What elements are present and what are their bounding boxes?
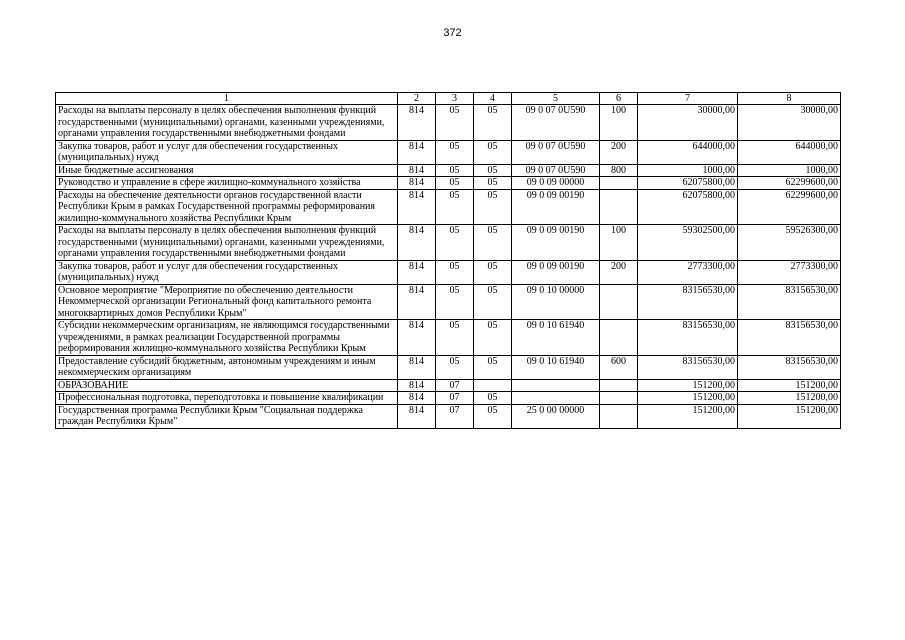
row-vr-code xyxy=(600,404,638,428)
row-name: Закупка товаров, работ и услуг для обеспечения государственных (муниципальных) нужд xyxy=(56,260,398,284)
row-pr-code: 05 xyxy=(474,404,512,428)
row-vr-code: 100 xyxy=(600,105,638,141)
col-header-8: 8 xyxy=(738,93,841,105)
row-sum-2016: 151200,00 xyxy=(638,392,738,405)
row-csr-code: 09 0 09 00190 xyxy=(512,260,600,284)
row-pr-code: 05 xyxy=(474,284,512,320)
col-header-7: 7 xyxy=(638,93,738,105)
row-pr-code: 05 xyxy=(474,260,512,284)
col-header-2: 2 xyxy=(398,93,436,105)
col-header-3: 3 xyxy=(436,93,474,105)
row-pr-code: 05 xyxy=(474,164,512,177)
table-row xyxy=(56,320,841,356)
row-name: Руководство и управление в сфере жилищно-коммунального хозяйства xyxy=(56,177,398,190)
row-rz-code: 05 xyxy=(436,105,474,141)
row-sum-2016: 1000,00 xyxy=(638,164,738,177)
col-header-5: 5 xyxy=(512,93,600,105)
row-sum-2016: 83156530,00 xyxy=(638,320,738,356)
row-gr-code: 814 xyxy=(398,177,436,190)
row-vr-code xyxy=(600,379,638,392)
table-row xyxy=(56,404,841,428)
row-sum-2016: 151200,00 xyxy=(638,404,738,428)
table-row xyxy=(56,140,841,164)
row-rz-code: 05 xyxy=(436,260,474,284)
table-row xyxy=(56,164,841,177)
row-rz-code: 05 xyxy=(436,320,474,356)
row-pr-code: 05 xyxy=(474,177,512,190)
row-sum-2017: 62299600,00 xyxy=(738,177,841,190)
row-name: Расходы на выплаты персоналу в целях обеспечения выполнения функций государственными (муниципальными) органами, казенными учреждениями, органами управления государственными внебюджетными фондами xyxy=(56,105,398,141)
row-csr-code: 09 0 07 0U590 xyxy=(512,105,600,141)
col-header-1: 1 xyxy=(56,93,398,105)
row-rz-code: 05 xyxy=(436,164,474,177)
row-pr-code: 05 xyxy=(474,225,512,261)
row-gr-code: 814 xyxy=(398,392,436,405)
row-name: Иные бюджетные ассигнования xyxy=(56,164,398,177)
row-pr-code: 05 xyxy=(474,355,512,379)
col-header-6: 6 xyxy=(600,93,638,105)
row-sum-2017: 83156530,00 xyxy=(738,355,841,379)
row-rz-code: 05 xyxy=(436,225,474,261)
row-gr-code: 814 xyxy=(398,320,436,356)
row-csr-code: 09 0 09 00190 xyxy=(512,189,600,225)
row-sum-2016: 83156530,00 xyxy=(638,355,738,379)
row-vr-code: 100 xyxy=(600,225,638,261)
table-row xyxy=(56,355,841,379)
row-name: Государственная программа Республики Крым "Социальная поддержка граждан Республики Крым" xyxy=(56,404,398,428)
row-csr-code: 09 0 07 0U590 xyxy=(512,164,600,177)
row-name: Субсидии некоммерческим организациям, не являющимся государственными учреждениями, в рамках реализации Государственной программы реформирования жилищно-коммунального хозяйства Республики Крым xyxy=(56,320,398,356)
row-pr-code xyxy=(474,379,512,392)
table-row xyxy=(56,177,841,190)
row-sum-2016: 83156530,00 xyxy=(638,284,738,320)
row-sum-2017: 59526300,00 xyxy=(738,225,841,261)
row-rz-code: 05 xyxy=(436,140,474,164)
row-sum-2016: 62075800,00 xyxy=(638,189,738,225)
row-name: Расходы на выплаты персоналу в целях обеспечения выполнения функций государственными (муниципальными) органами, казенными учреждениями, органами управления государственными внебюджетными фондами xyxy=(56,225,398,261)
table-row xyxy=(56,225,841,261)
row-csr-code: 09 0 10 61940 xyxy=(512,355,600,379)
row-sum-2017: 151200,00 xyxy=(738,404,841,428)
row-pr-code: 05 xyxy=(474,140,512,164)
row-vr-code: 800 xyxy=(600,164,638,177)
row-rz-code: 05 xyxy=(436,189,474,225)
table-row xyxy=(56,379,841,392)
row-gr-code: 814 xyxy=(398,225,436,261)
row-sum-2017: 83156530,00 xyxy=(738,284,841,320)
row-vr-code xyxy=(600,189,638,225)
row-name: Закупка товаров, работ и услуг для обеспечения государственных (муниципальных) нужд xyxy=(56,140,398,164)
row-gr-code: 814 xyxy=(398,164,436,177)
row-vr-code xyxy=(600,320,638,356)
row-sum-2017: 30000,00 xyxy=(738,105,841,141)
row-sum-2017: 1000,00 xyxy=(738,164,841,177)
row-gr-code: 814 xyxy=(398,105,436,141)
row-sum-2016: 151200,00 xyxy=(638,379,738,392)
row-name: ОБРАЗОВАНИЕ xyxy=(56,379,398,392)
row-name: Основное мероприятие "Мероприятие по обеспечению деятельности Некоммерческой организации Региональный фонд капитального ремонта многоквартирных домов Республики Крым" xyxy=(56,284,398,320)
row-sum-2017: 2773300,00 xyxy=(738,260,841,284)
row-vr-code: 600 xyxy=(600,355,638,379)
row-pr-code: 05 xyxy=(474,392,512,405)
row-rz-code: 05 xyxy=(436,284,474,320)
row-vr-code: 200 xyxy=(600,260,638,284)
col-header-4: 4 xyxy=(474,93,512,105)
row-gr-code: 814 xyxy=(398,355,436,379)
row-rz-code: 05 xyxy=(436,177,474,190)
row-csr-code: 09 0 07 0U590 xyxy=(512,140,600,164)
row-sum-2016: 30000,00 xyxy=(638,105,738,141)
row-csr-code: 25 0 00 00000 xyxy=(512,404,600,428)
row-csr-code: 09 0 09 00000 xyxy=(512,177,600,190)
row-csr-code xyxy=(512,379,600,392)
row-csr-code: 09 0 10 61940 xyxy=(512,320,600,356)
row-name: Предоставление субсидий бюджетным, автономным учреждениям и иным некоммерческим организациям xyxy=(56,355,398,379)
row-name: Профессиональная подготовка, переподготовка и повышение квалификации xyxy=(56,392,398,405)
header-row xyxy=(56,93,841,105)
row-sum-2016: 59302500,00 xyxy=(638,225,738,261)
row-name: Расходы на обеспечение деятельности органов государственной власти Республики Крым в рамках Государственной программы реформирования жилищно-коммунального хозяйства Республики Крым xyxy=(56,189,398,225)
row-sum-2017: 644000,00 xyxy=(738,140,841,164)
row-sum-2017: 83156530,00 xyxy=(738,320,841,356)
table-row xyxy=(56,284,841,320)
table-row xyxy=(56,260,841,284)
row-vr-code xyxy=(600,392,638,405)
row-sum-2017: 151200,00 xyxy=(738,392,841,405)
row-sum-2017: 151200,00 xyxy=(738,379,841,392)
row-gr-code: 814 xyxy=(398,404,436,428)
row-rz-code: 07 xyxy=(436,404,474,428)
table-row xyxy=(56,105,841,141)
row-gr-code: 814 xyxy=(398,260,436,284)
row-pr-code: 05 xyxy=(474,320,512,356)
page-number: 372 xyxy=(443,27,462,39)
row-vr-code: 200 xyxy=(600,140,638,164)
row-rz-code: 07 xyxy=(436,392,474,405)
row-pr-code: 05 xyxy=(474,189,512,225)
table-row xyxy=(56,189,841,225)
row-vr-code xyxy=(600,284,638,320)
row-rz-code: 07 xyxy=(436,379,474,392)
row-csr-code: 09 0 10 00000 xyxy=(512,284,600,320)
row-gr-code: 814 xyxy=(398,379,436,392)
row-sum-2016: 2773300,00 xyxy=(638,260,738,284)
row-sum-2017: 62299600,00 xyxy=(738,189,841,225)
row-vr-code xyxy=(600,177,638,190)
row-csr-code xyxy=(512,392,600,405)
row-gr-code: 814 xyxy=(398,140,436,164)
row-sum-2016: 62075800,00 xyxy=(638,177,738,190)
row-csr-code: 09 0 09 00190 xyxy=(512,225,600,261)
row-gr-code: 814 xyxy=(398,284,436,320)
row-sum-2016: 644000,00 xyxy=(638,140,738,164)
row-rz-code: 05 xyxy=(436,355,474,379)
budget-table xyxy=(55,92,841,429)
row-gr-code: 814 xyxy=(398,189,436,225)
table-row xyxy=(56,392,841,405)
row-pr-code: 05 xyxy=(474,105,512,141)
